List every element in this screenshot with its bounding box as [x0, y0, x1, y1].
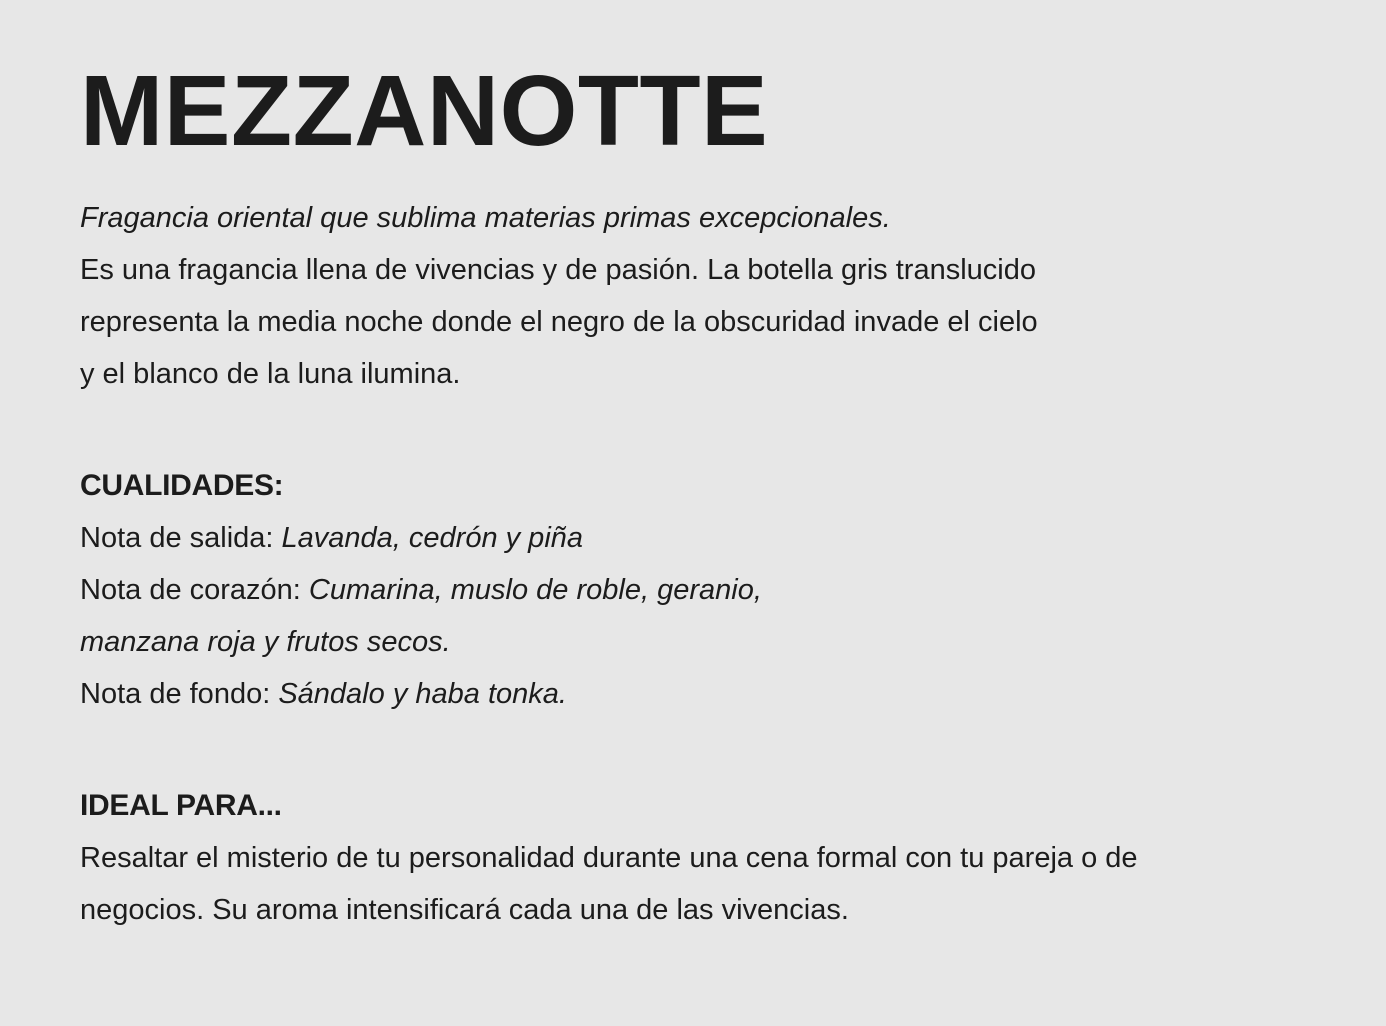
qualities-section	[80, 460, 1180, 720]
top-note-value: Lavanda, cedrón y piña	[281, 522, 584, 554]
product-tagline: Fragancia oriental que sublima materias primas excepcionales.	[80, 202, 891, 234]
spacer	[80, 400, 1180, 460]
product-description	[80, 56, 1180, 936]
base-note	[80, 668, 1180, 720]
ideal-section	[80, 780, 1180, 936]
qualities-heading: CUALIDADES:	[80, 469, 284, 502]
spacer	[80, 720, 1180, 780]
heart-note-value: Cumarina, muslo de roble, geranio, manzana roja y frutos secos.	[80, 574, 762, 658]
heart-note-label: Nota de corazón:	[80, 574, 309, 606]
base-note-label: Nota de fondo:	[80, 678, 279, 710]
heart-note	[80, 564, 880, 668]
top-note-label: Nota de salida:	[80, 522, 282, 554]
product-description-text: Es una fragancia llena de vivencias y de pasión. La botella gris translucido representa la media noche donde el negro de la obscuridad invade el cielo y el blanco de la luna ilumina.	[80, 254, 1038, 390]
intro-section	[80, 192, 1040, 400]
base-note-value: Sándalo y haba tonka.	[278, 678, 567, 710]
top-note	[80, 512, 1180, 564]
ideal-text: Resaltar el misterio de tu personalidad durante una cena formal con tu pareja o de negocios. Su aroma intensificará cada una de las vivencias.	[80, 842, 1138, 926]
ideal-heading: IDEAL PARA...	[80, 789, 282, 822]
product-title: MEZZANOTTE	[80, 55, 769, 167]
